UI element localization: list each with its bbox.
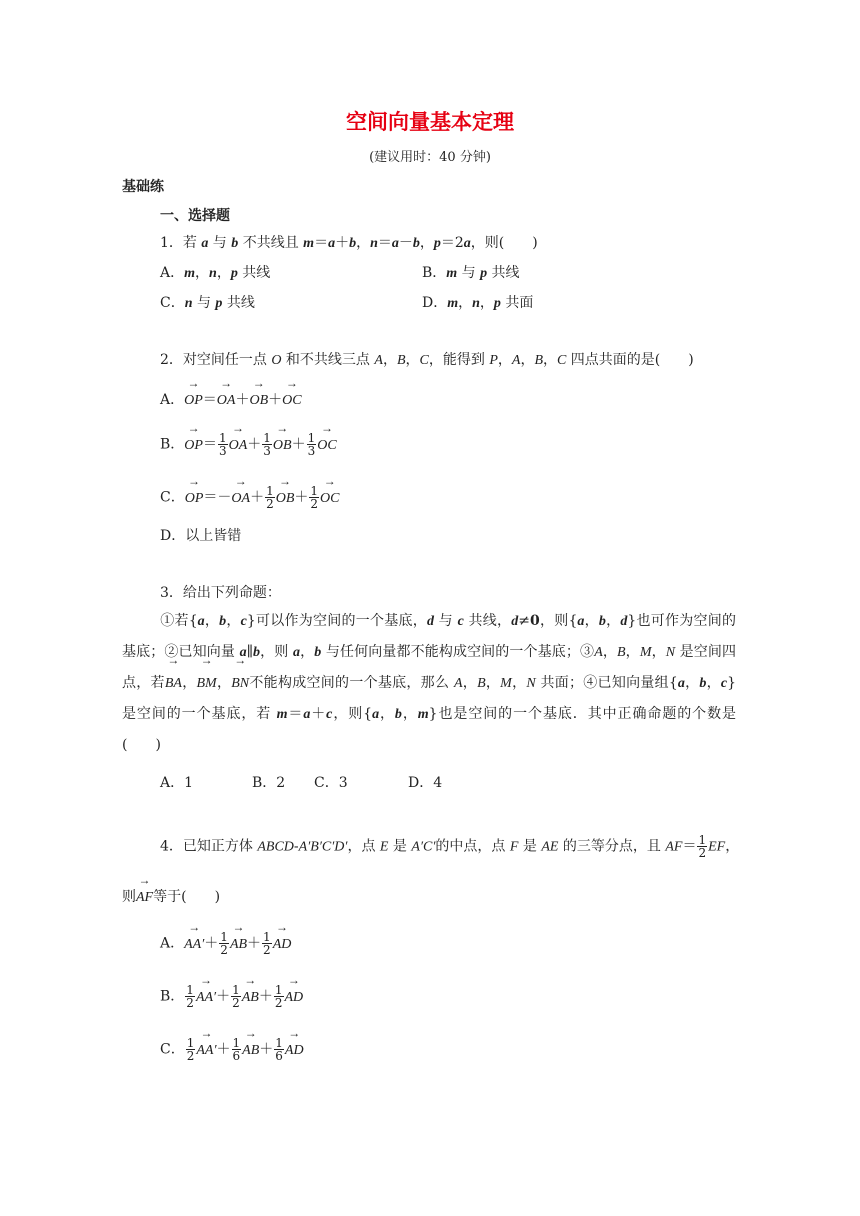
q2-stem: 2．对空间任一点 O 和不共线三点 A，B，C，能得到 P，A，B，C 四点共面的是( ) bbox=[160, 352, 694, 368]
q2-option-b[interactable]: B．→ OP＝ $\frac{1}{3}$ → OA＋ $\frac{1}{3}$ → OB＋ $\frac{1}{3}$ → OC bbox=[160, 432, 337, 457]
part-heading: 一、选择题 bbox=[160, 208, 230, 224]
suggested-time: (建议用时：40 分钟) bbox=[369, 150, 491, 165]
q3-stem: 3．给出下列命题： bbox=[160, 585, 281, 601]
q3-option-d[interactable]: D．4 bbox=[408, 775, 443, 791]
page-title: 空间向量基本定理 bbox=[346, 109, 514, 134]
q2-option-a[interactable]: A．→ OP＝→ OA＋→ OB＋→ OC bbox=[160, 390, 302, 411]
q2-option-d[interactable]: D．以上皆错 bbox=[160, 528, 242, 544]
q3-option-a[interactable]: A．1 bbox=[160, 775, 194, 791]
q3-option-b[interactable]: B．2 bbox=[252, 775, 286, 791]
q4-option-c[interactable]: C． $\frac{1}{2}$ → AA′＋ $\frac{1}{6}$ → AB＋ $\frac{1}{6}$ → AD bbox=[160, 1037, 304, 1062]
q3-option-c[interactable]: C．3 bbox=[314, 775, 348, 791]
q4-stem: 4．已知正方体 ABCD-A′B′C′D′，点 E 是 A′C′的中点，点 F 是 AE 的三等分点，且 AF＝ $\frac{1}{2}$ EF， bbox=[160, 833, 740, 860]
q1-option-c[interactable]: C．n 与 p 共线 bbox=[160, 295, 255, 311]
section-heading: 基础练 bbox=[122, 179, 164, 195]
q2-option-c[interactable]: C．→ OP＝－→ OA＋ $\frac{1}{2}$ → OB＋ $\frac{1}{2}$ → OC bbox=[160, 485, 339, 510]
q4-option-b[interactable]: B． $\frac{1}{2}$ → AA′＋ $\frac{1}{2}$ → AB＋ $\frac{1}{2}$ → AD bbox=[160, 984, 303, 1009]
q1-option-a[interactable]: A．m，n，p 共线 bbox=[160, 265, 271, 281]
q4-option-a[interactable]: A．→ AA′＋ $\frac{1}{2}$ → AB＋ $\frac{1}{2}$ → AD bbox=[160, 931, 291, 956]
q1-option-d[interactable]: D．m，n，p 共面 bbox=[422, 295, 534, 311]
q1-option-b[interactable]: B．m 与 p 共线 bbox=[422, 265, 520, 281]
q3-statements: ①若{a，b，c}可以作为空间的一个基底，d 与 c 共线，d≠0，则{a，b，d}也可作为空间的基底；②已知向量 a∥b，则 a，b 与任何向量都不能构成空间的一个基底；③A，B，M，N 是空间四点，若→ BA，→ BM，→ BN不能构成空间的一个基底，那么 A，B，M，N 共面；④已知向量组{a，b，c}是空间的一个基底，若 m＝a＋c，则{a，b，m}也是空间的一个基底．其中正确命题的个数是( ) bbox=[122, 606, 736, 761]
q1-stem: 1．若 a 与 b 不共线且 m＝a＋b，n＝a－b，p＝2a，则( ) bbox=[160, 235, 538, 251]
q4-ask: 则→ AF等于( ) bbox=[122, 887, 220, 908]
